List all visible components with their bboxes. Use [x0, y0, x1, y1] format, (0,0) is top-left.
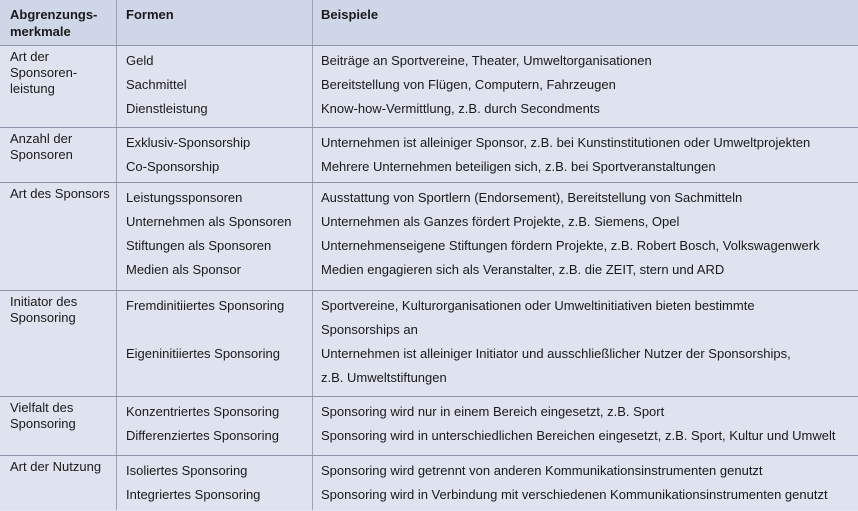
form-cell: Differenziertes Sponsoring [126, 428, 279, 443]
criteria-label: Art der Sponsoren-leistung [10, 49, 78, 96]
form-cell: Sachmittel [126, 77, 187, 92]
header-forms: Formen [126, 7, 174, 22]
example-cell: Sponsorships an [321, 322, 418, 337]
criteria-label: Art der Nutzung [10, 459, 102, 474]
header-criteria: Abgrenzungs-merkmale [10, 7, 98, 39]
example-cell: Sportvereine, Kulturorganisationen oder Umweltinitiativen bieten bestimmte [321, 298, 755, 313]
form-cell: Konzentriertes Sponsoring [126, 404, 280, 419]
example-cell: Sponsoring wird in unterschiedlichen Bereichen eingesetzt, z.B. Sport, Kultur und Umwelt [321, 428, 836, 443]
table-group [0, 455, 858, 511]
table-group [0, 290, 858, 397]
form-cell: Eigeninitiiertes Sponsoring [126, 346, 280, 361]
example-cell: Sponsoring wird nur in einem Bereich eingesetzt, z.B. Sport [321, 404, 665, 419]
form-cell: Geld [126, 53, 154, 68]
criteria-label: Initiator des Sponsoring [10, 294, 78, 325]
table-group [0, 396, 858, 456]
table-group [0, 182, 858, 291]
example-cell: Sponsoring wird in Verbindung mit verschiedenen Kommunikationsinstrumenten genutzt [321, 487, 828, 502]
example-cell: Medien engagieren sich als Veranstalter, z.B. die ZEIT, stern und ARD [321, 262, 725, 277]
form-cell: Isoliertes Sponsoring [126, 463, 248, 478]
form-cell: Fremdinitiiertes Sponsoring [126, 298, 285, 313]
form-cell: Co-Sponsorship [126, 159, 220, 174]
criteria-label: Vielfalt des Sponsoring [10, 400, 76, 431]
example-cell: Unternehmen ist alleiniger Sponsor, z.B. bei Kunstinstitutionen oder Umweltprojekten [321, 135, 811, 150]
example-cell: Bereitstellung von Flügen, Computern, Fahrzeugen [321, 77, 616, 92]
criteria-label: Anzahl der Sponsoren [10, 131, 73, 162]
table-header [0, 0, 858, 46]
form-cell: Leistungssponsoren [126, 190, 243, 205]
example-cell: z.B. Umweltstiftungen [321, 370, 447, 385]
table-group [0, 45, 858, 128]
criteria-label: Art des Sponsors [10, 186, 110, 201]
header-examples: Beispiele [321, 7, 379, 22]
example-cell: Sponsoring wird getrennt von anderen Kommunikationsinstrumenten genutzt [321, 463, 763, 478]
form-cell: Unternehmen als Sponsoren [126, 214, 292, 229]
example-cell: Mehrere Unternehmen beteiligen sich, z.B. bei Sportveranstaltungen [321, 159, 716, 174]
example-cell: Unternehmen ist alleiniger Initiator und ausschließlicher Nutzer der Sponsorships, [321, 346, 791, 361]
example-cell: Ausstattung von Sportlern (Endorsement), Bereitstellung von Sachmitteln [321, 190, 743, 205]
example-cell: Know-how-Vermittlung, z.B. durch Secondments [321, 101, 600, 116]
form-cell: Stiftungen als Sponsoren [126, 238, 272, 253]
example-cell: Unternehmenseigene Stiftungen fördern Projekte, z.B. Robert Bosch, Volkswagenwerk [321, 238, 820, 253]
form-cell: Exklusiv-Sponsorship [126, 135, 251, 150]
form-cell: Dienstleistung [126, 101, 208, 116]
form-cell: Integriertes Sponsoring [126, 487, 261, 502]
table-group [0, 127, 858, 183]
form-cell: Medien als Sponsor [126, 262, 241, 277]
example-cell: Beiträge an Sportvereine, Theater, Umweltorganisationen [321, 53, 652, 68]
example-cell: Unternehmen als Ganzes fördert Projekte, z.B. Siemens, Opel [321, 214, 680, 229]
